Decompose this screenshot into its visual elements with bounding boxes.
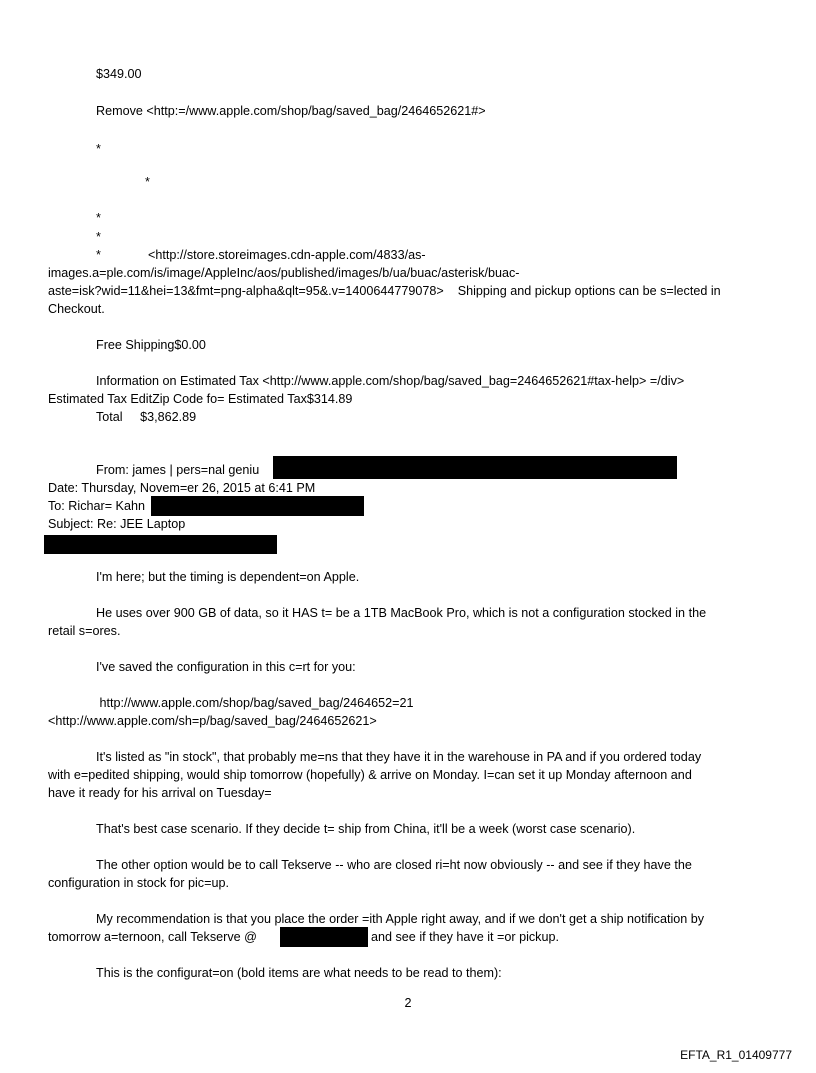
free-shipping: Free Shipping$0.00 <box>96 338 206 352</box>
header-subject: Subject: Re: JEE Laptop <box>48 517 186 531</box>
tax-info-line-2: Estimated Tax EditZip Code fo= Estimated Tax$314.89 <box>48 392 353 406</box>
body-p8-line-2-end: and see if they have it =or pickup. <box>371 930 559 944</box>
cart-url-2[interactable]: <http://www.apple.com/sh=p/bag/saved_bag/2464652621> <box>48 714 377 728</box>
cart-url-1[interactable]: http://www.apple.com/shop/bag/saved_bag/2464652=21 <box>96 696 414 710</box>
bullet-3: * <box>96 211 101 225</box>
body-p8-line-1: My recommendation is that you place the order =ith Apple right away, and if we don't get a ship notification by <box>96 912 705 926</box>
header-date: Date: Thursday, Novem=er 26, 2015 at 6:41 PM <box>48 481 316 495</box>
redaction-from <box>273 456 677 479</box>
body-p5-line-1: It's listed as "in stock", that probably me=ns that they have it in the warehouse in PA and if you ordered today <box>96 750 702 764</box>
body-p1: I'm here; but the timing is dependent=on Apple. <box>96 570 360 584</box>
body-p8-line-2-start: tomorrow a=ternoon, call Tekserve @ <box>48 930 257 944</box>
header-from: From: james | pers=nal geniu <box>96 463 260 477</box>
body-p5-line-3: have it ready for his arrival on Tuesday= <box>48 786 272 800</box>
tax-info-line-1: Information on Estimated Tax <http://www.apple.com/shop/bag/saved_bag=2464652621#tax-help> =/div> <box>96 374 685 388</box>
header-to: To: Richar= Kahn <box>48 499 145 513</box>
bullet-1: * <box>96 142 101 156</box>
redaction-line <box>44 535 277 554</box>
body-p5-line-2: with e=pedited shipping, would ship tomorrow (hopefully) & arrive on Monday. I=can set it up Monday afternoon and <box>48 768 692 782</box>
asset-url-line-2: images.a=ple.com/is/image/AppleInc/aos/published/images/b/ua/buac/asterisk/buac- <box>48 266 520 280</box>
body-p7-line-2: configuration in stock for pic=up. <box>48 876 229 890</box>
bullet-5: * <box>96 248 101 262</box>
page-number: 2 <box>404 996 412 1010</box>
bullet-4: * <box>96 230 101 244</box>
asset-url-line-1: <http://store.storeimages.cdn-apple.com/4833/as- <box>148 248 426 262</box>
body-p3: I've saved the configuration in this c=rt for you: <box>96 660 356 674</box>
total: Total $3,862.89 <box>96 410 197 424</box>
asset-url-line-3: aste=isk?wid=11&hei=13&fmt=png-alpha&qlt=95&.v=1400644779078> Shipping and pickup options can be s=lected in <box>48 284 721 298</box>
body-p9: This is the configurat=on (bold items are what needs to be read to them): <box>96 966 502 980</box>
item-price: $349.00 <box>96 67 142 81</box>
body-p6: That's best case scenario. If they decide t= ship from China, it'll be a week (worst case scenario). <box>96 822 636 836</box>
body-p2-line-1: He uses over 900 GB of data, so it HAS t= be a 1TB MacBook Pro, which is not a configuration stocked in the <box>96 606 707 620</box>
body-p2-line-2: retail s=ores. <box>48 624 121 638</box>
redaction-to <box>151 496 364 516</box>
bates-number: EFTA_R1_01409777 <box>680 1048 792 1062</box>
redaction-phone <box>280 927 368 947</box>
remove-link[interactable]: Remove <http:=/www.apple.com/shop/bag/saved_bag/2464652621#> <box>96 104 486 118</box>
bullet-2: * <box>145 175 150 189</box>
asset-url-line-4: Checkout. <box>48 302 105 316</box>
body-p7-line-1: The other option would be to call Tekserve -- who are closed ri=ht now obviously -- and see if they have the <box>96 858 692 872</box>
